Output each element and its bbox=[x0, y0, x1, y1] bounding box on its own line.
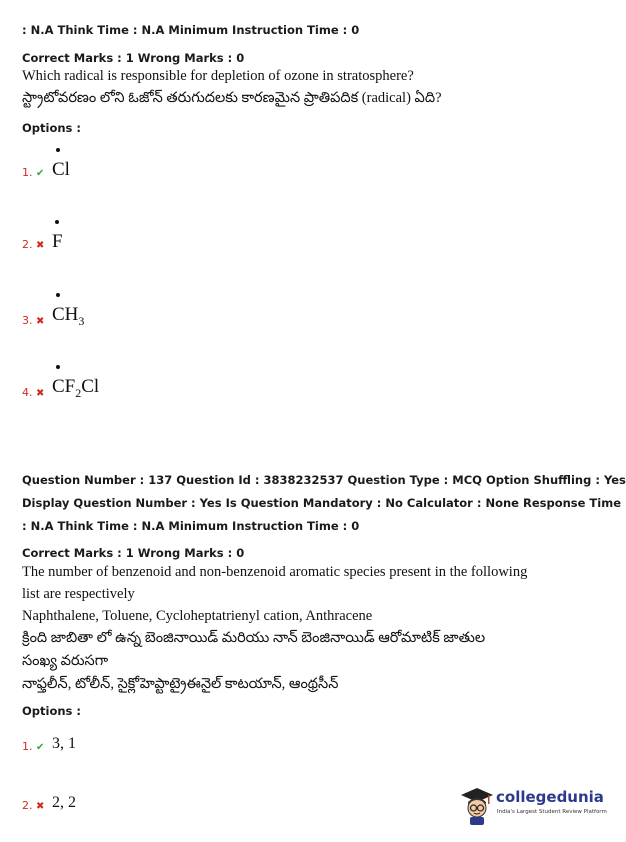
option-value: 2, 2 bbox=[52, 794, 76, 811]
formula-subscript: 3 bbox=[78, 313, 85, 328]
q2-header-line-2: Display Question Number : Yes Is Question Mandatory : No Calculator : None Response Time bbox=[22, 496, 621, 510]
logo-wordmark: collegedunia bbox=[496, 788, 604, 806]
q1-option-4[interactable] bbox=[22, 377, 99, 399]
q2-question-telugu-line-2: సంఖ్య వరుసగా bbox=[22, 653, 109, 669]
formula-subscript: 2 bbox=[75, 385, 82, 400]
option-formula bbox=[52, 377, 99, 399]
formula-text: CF bbox=[52, 376, 76, 397]
radical-dot-icon bbox=[56, 365, 60, 369]
option-number: 4. bbox=[22, 385, 33, 399]
q2-question-english-line-1: The number of benzenoid and non-benzenoid aromatic species present in the following bbox=[22, 564, 528, 580]
q2-options-label: Options : bbox=[22, 704, 81, 718]
option-number: 1. bbox=[22, 166, 33, 179]
correct-check-icon: ✔ bbox=[36, 742, 45, 753]
q2-question-telugu-line-1: క్రింది జాబితా లో ఉన్న బెంజినాయిడ్ మరియు నాన్ బెంజినాయిడ్ ఆరోమాటిక్ జాతుల bbox=[22, 630, 486, 646]
wrong-cross-icon: ✖ bbox=[36, 240, 45, 251]
radical-dot-icon bbox=[56, 293, 60, 297]
option-value: 3, 1 bbox=[52, 735, 76, 752]
option-formula bbox=[52, 305, 84, 327]
collegedunia-logo[interactable] bbox=[460, 786, 607, 826]
q1-option-2[interactable] bbox=[22, 232, 63, 251]
q2-header-line-1: Question Number : 137 Question Id : 3838232537 Question Type : MCQ Option Shuffling : Yes bbox=[22, 473, 626, 487]
q2-header-line-3: : N.A Think Time : N.A Minimum Instruction Time : 0 bbox=[22, 519, 360, 533]
q1-question-english: Which radical is responsible for depletion of ozone in stratosphere? bbox=[22, 68, 414, 84]
q2-question-telugu-line-3: నాఫ్తలీన్, టోలీన్, సైక్లోహెప్టాట్రైఈనైల్ కాటయాన్, ఆంథ్రసీన్ bbox=[22, 676, 339, 692]
wrong-cross-icon: ✖ bbox=[36, 315, 45, 327]
wrong-cross-icon: ✖ bbox=[36, 387, 45, 399]
q2-question-english-line-2: list are respectively bbox=[22, 586, 135, 602]
q1-options-label: Options : bbox=[22, 121, 81, 135]
q2-option-2[interactable] bbox=[22, 794, 76, 812]
q1-option-1[interactable] bbox=[22, 160, 70, 179]
q2-question-english-line-3: Naphthalene, Toluene, Cycloheptatrienyl cation, Anthracene bbox=[22, 608, 373, 624]
q2-option-1[interactable] bbox=[22, 735, 76, 753]
radical-dot-icon bbox=[55, 220, 59, 224]
option-formula bbox=[52, 232, 63, 251]
formula-text: Cl bbox=[52, 159, 70, 180]
logo-tagline: India's Largest Student Review Platform bbox=[497, 809, 607, 815]
q1-meta-line: : N.A Think Time : N.A Minimum Instruction Time : 0 bbox=[22, 23, 360, 37]
radical-dot-icon bbox=[56, 148, 60, 152]
q2-marks-line: Correct Marks : 1 Wrong Marks : 0 bbox=[22, 546, 245, 560]
correct-check-icon: ✔ bbox=[36, 168, 45, 179]
option-number: 2. bbox=[22, 799, 33, 812]
option-number: 3. bbox=[22, 313, 33, 327]
q1-option-3[interactable] bbox=[22, 305, 84, 327]
option-number: 1. bbox=[22, 740, 33, 753]
student-mascot-icon bbox=[460, 786, 494, 826]
wrong-cross-icon: ✖ bbox=[36, 801, 45, 812]
formula-text: F bbox=[52, 231, 63, 252]
formula-text: Cl bbox=[81, 376, 100, 397]
option-formula bbox=[52, 160, 70, 179]
option-number: 2. bbox=[22, 238, 33, 251]
formula-text: CH bbox=[52, 304, 79, 325]
q1-marks-line: Correct Marks : 1 Wrong Marks : 0 bbox=[22, 51, 245, 65]
q1-question-telugu: స్ట్రాటోవరణం లోని ఓజోన్ తరుగుదలకు కారణమైన ప్రాతిపదిక (radical) ఏది? bbox=[22, 90, 442, 106]
